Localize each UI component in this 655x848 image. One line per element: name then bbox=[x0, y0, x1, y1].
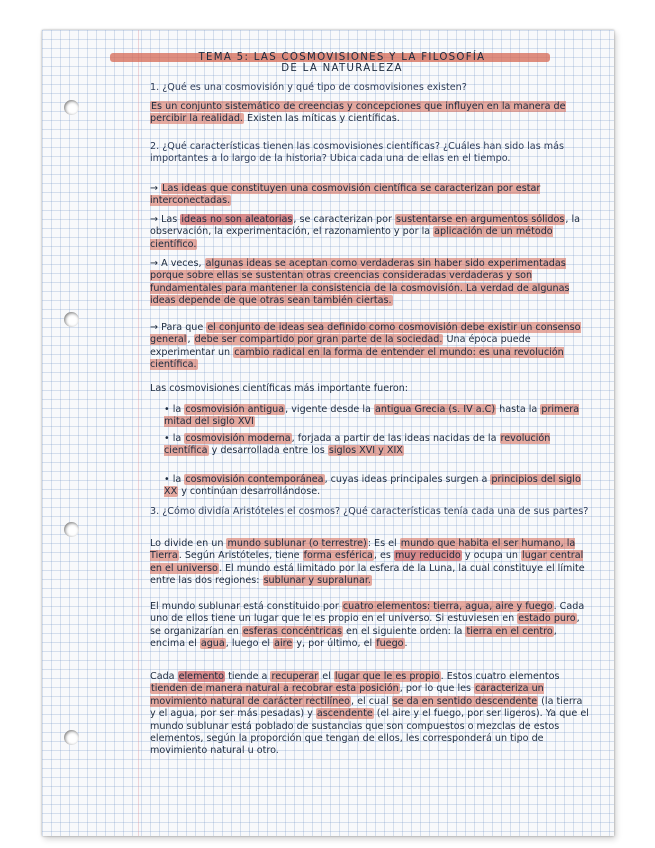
question-2: 2. ¿Qué características tienen las cosmovisiones científicas? ¿Cuáles han sido las más importantes a lo largo de la historia? Ubica cada una de ellas en el tiempo. bbox=[150, 141, 564, 165]
sublunar-world: Lo divide en un mundo sublunar (o terrestre): Es el mundo que habita el ser humano, la Tierra. Según Aristóteles, tiene forma esférica, es muy reducido y ocupa un lugar central en el universo. El mundo está limitado por la esfera de la Luna, la cual constituye el límite entre las dos regiones: sublunar y supralunar. bbox=[150, 538, 585, 587]
bullet-modern: • la cosmovisión moderna, forjada a partir de las ideas nacidas de la revolución científica y desarrollada entre los siglos XVI y XIX bbox=[164, 433, 551, 457]
margin-line bbox=[138, 30, 139, 836]
binder-hole bbox=[64, 312, 79, 327]
point-not-random: → Las ideas no son aleatorias, se caracterizan por sustentarse en argumentos sólidos, la observación, la experimentación, el razonamiento y por la aplicación de un método científico. bbox=[150, 214, 581, 250]
bullet-ancient: • la cosmovisión antigua, vigente desde la antigua Grecia (s. IV a.C) hasta la primera mitad del siglo XVI bbox=[164, 404, 580, 428]
point-accepted-ideas: → A veces, algunas ideas se aceptan como verdaderas sin haber sido experimentadas porque sobre ellas se sustentan otras creencias consideradas verdaderas y son fundamentales para mantener la consistencia de la cosmovisión. La verdad de algunas ideas depende de que otras sean también ciertas. bbox=[150, 258, 570, 307]
natural-movement: Cada elemento tiende a recuperar el lugar que le es propio. Estos cuatro elementos tienden de manera natural a recobrar esta posición, por lo que les caracteriza un movimiento natural de carácter rectilíneo, el cual se da en sentido descendente (la tierra y el agua, por ser más pesadas) y ascendente (el aire y el fuego, por ser ligeros). Ya que el mundo sublunar está poblado de sustancias que son compuestos o mezclas de estos elementos, según la proporción que tengan de ellos, les corresponderá un tipo de movimiento natural u otro. bbox=[150, 671, 589, 757]
question-3: 3. ¿Cómo dividía Aristóteles el cosmos? ¿Qué características tenía cada una de sus partes? bbox=[150, 506, 589, 517]
answer-1: Es un conjunto sistemático de creencias y concepciones que influyen en la manera de percibir la realidad. Existen las míticas y científicas. bbox=[150, 101, 566, 125]
point-interconnected: → Las ideas que constituyen una cosmovisión científica se caracterizan por estar interconectadas. bbox=[150, 183, 541, 207]
bullet-contemporary: • la cosmovisión contemporánea, cuyas ideas principales surgen a principios del siglo XX y continúan desarrollándose. bbox=[164, 474, 581, 498]
page-title: TEMA 5: LAS COSMOVISIONES Y LA FILOSOFÍA DE LA NATURALEZA bbox=[198, 52, 486, 74]
four-elements: El mundo sublunar está constituido por cuatro elementos: tierra, agua, aire y fuego. Cada uno de ellos tiene un lugar que le es propio en el universo. Si estuviesen en estado puro, se organizarían en esferas concéntricas en el siguiente orden: la tierra en el centro, encima el agua, luego el aire y, por último, el fuego. bbox=[150, 601, 585, 650]
notebook-page bbox=[42, 30, 614, 836]
question-1: 1. ¿Qué es una cosmovisión y qué tipo de cosmovisiones existen? bbox=[150, 82, 467, 93]
point-consensus: → Para que el conjunto de ideas sea definido como cosmovisión debe existir un consenso general, debe ser compartido por gran parte de la sociedad. Una época puede experimentar un cambio radical en la forma de entender el mundo: es una revolución científica. bbox=[150, 322, 581, 371]
binder-hole bbox=[64, 522, 79, 537]
binder-hole bbox=[64, 730, 79, 745]
binder-hole bbox=[64, 100, 79, 115]
cosmovisions-intro: Las cosmovisiones científicas más importante fueron: bbox=[150, 383, 409, 394]
